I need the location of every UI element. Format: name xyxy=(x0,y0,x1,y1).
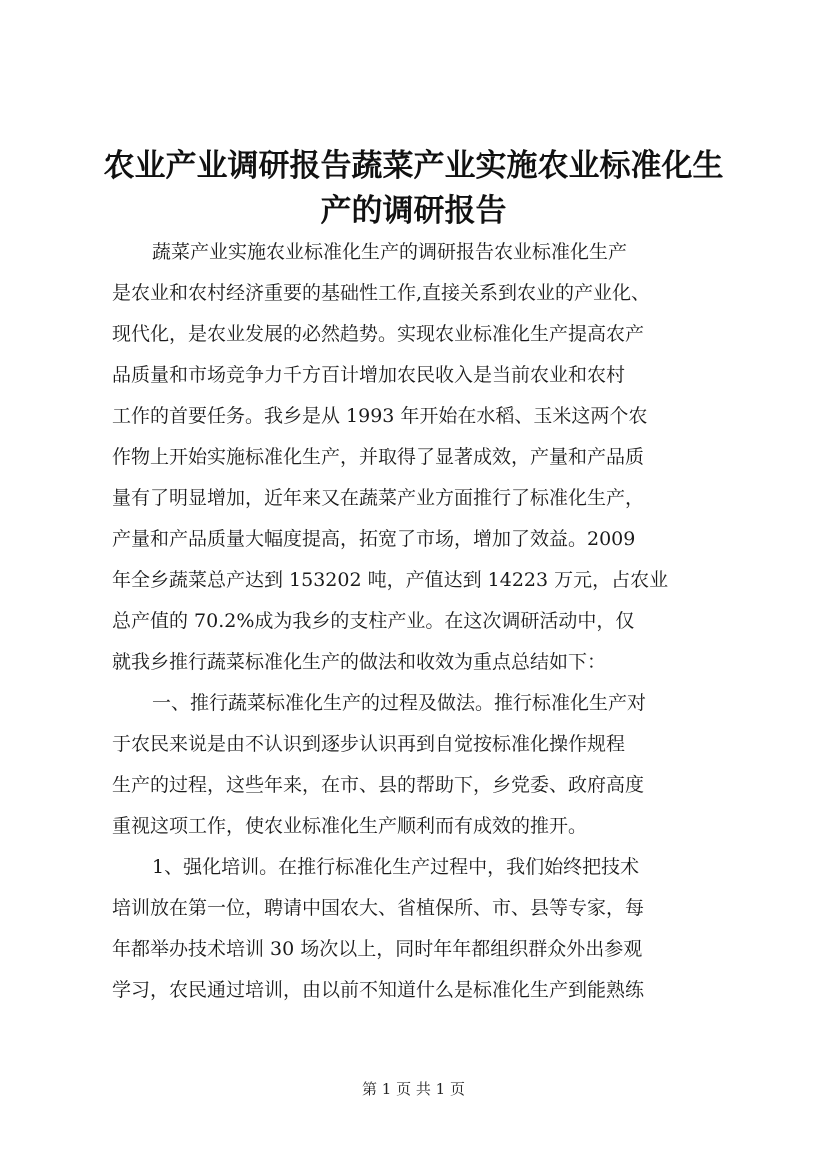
text-line: 是农业和农村经济重要的基础性工作,直接关系到农业的产业化、 xyxy=(112,282,651,304)
text-line: 作物上开始实施标准化生产，并取得了显著成效，产量和产品质 xyxy=(112,446,645,468)
text-line: 生产的过程，这些年来，在市、县的帮助下，乡党委、政府高度 xyxy=(112,774,645,796)
text-line: 产量和产品质量大幅度提高，拓宽了市场，增加了效益。2009 xyxy=(112,528,636,550)
title-line-1: 农业产业调研报告蔬菜产业实施农业标准化生 xyxy=(103,148,724,184)
text-line: 一、推行蔬菜标准化生产的过程及做法。推行标准化生产对 xyxy=(152,692,647,714)
paragraph-2 xyxy=(112,683,738,847)
text-line: 现代化，是农业发展的必然趋势。实现农业标准化生产提高农产 xyxy=(112,323,645,345)
text-line: 培训放在第一位，聘请中国农大、省植保所、市、县等专家，每 xyxy=(112,897,645,919)
document-body xyxy=(112,232,738,1011)
text-line: 品质量和市场竞争力千方百计增加农民收入是当前农业和农村 xyxy=(112,364,626,386)
paragraph-1 xyxy=(112,232,738,683)
text-line: 年全乡蔬菜总产达到 153202 吨，产值达到 14223 万元，占农业 xyxy=(112,569,669,591)
text-line: 工作的首要任务。我乡是从 1993 年开始在水稻、玉米这两个农 xyxy=(112,405,648,427)
text-line: 就我乡推行蔬菜标准化生产的做法和收效为重点总结如下： xyxy=(112,651,607,673)
text-line: 总产值的 70.2%成为我乡的支柱产业。在这次调研活动中，仅 xyxy=(112,610,635,632)
text-line: 于农民来说是由不认识到逐步认识再到自觉按标准化操作规程 xyxy=(112,733,626,755)
paragraph-3 xyxy=(112,847,738,1011)
text-line: 年都举办技术培训 30 场次以上，同时年年都组织群众外出参观 xyxy=(112,938,643,960)
page-number-footer: 第 1 页 共 1 页 xyxy=(362,1080,465,1098)
text-line: 量有了明显增加，近年来又在蔬菜产业方面推行了标准化生产， xyxy=(112,487,645,509)
text-line: 蔬菜产业实施农业标准化生产的调研报告农业标准化生产 xyxy=(152,241,628,263)
title-line-2: 产的调研报告 xyxy=(320,193,507,229)
text-line: 学习，农民通过培训，由以前不知道什么是标准化生产到能熟练 xyxy=(112,979,645,1001)
text-line: 1、强化培训。在推行标准化生产过程中，我们始终把技术 xyxy=(152,856,640,878)
document-title xyxy=(100,144,727,234)
text-line: 重视这项工作，使农业标准化生产顺利而有成效的推开。 xyxy=(112,815,588,837)
